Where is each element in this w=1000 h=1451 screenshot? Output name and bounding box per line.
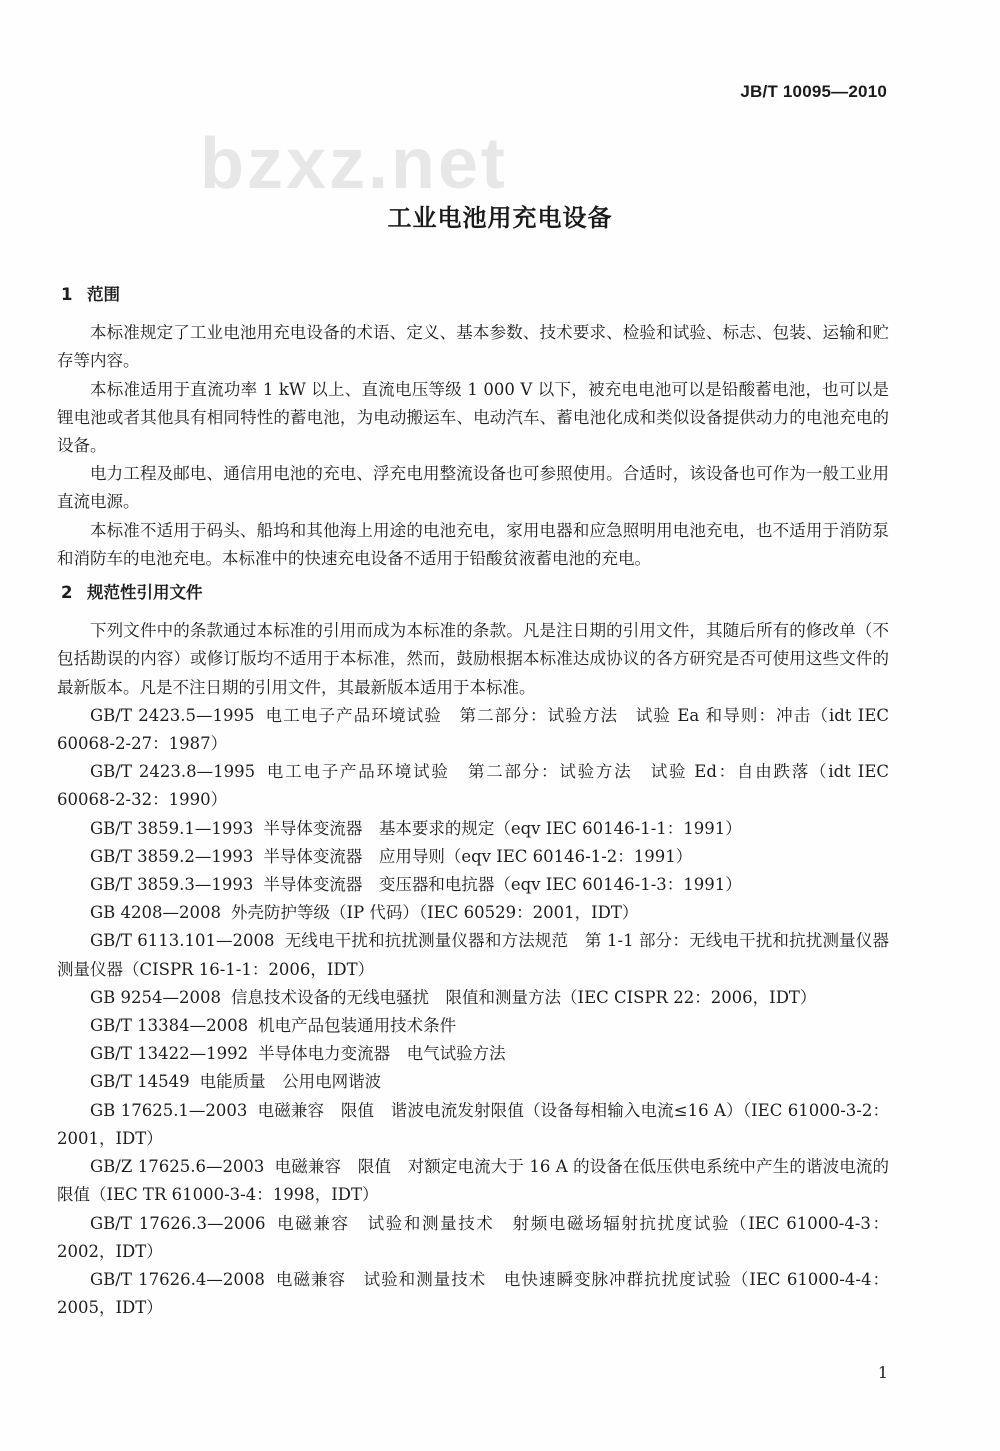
section-title: 范围 [87, 285, 120, 304]
reference-title: 电磁兼容 试验和测量技术 电快速瞬变脉冲群抗扰度试验（IEC 61000-4-4：2005，IDT） [57, 1269, 889, 1318]
section-heading-normative-references [57, 579, 889, 607]
reference-code: GB/T 17626.4—2008 [90, 1269, 265, 1289]
watermark: bzxz.net [200, 124, 509, 204]
reference-item [57, 1266, 889, 1322]
reference-code: GB/T 13384—2008 [90, 1016, 249, 1036]
reference-title: 电能质量 公用电网谐波 [199, 1072, 382, 1092]
reference-item [57, 1068, 889, 1096]
reference-item [57, 871, 889, 899]
reference-code: GB/T 2423.8—1995 [90, 762, 256, 782]
reference-item [57, 843, 889, 871]
reference-code: GB/T 6113.101—2008 [90, 931, 275, 951]
reference-title: 半导体电力变流器 电气试验方法 [258, 1044, 506, 1064]
reference-code: GB/T 3859.3—1993 [90, 875, 254, 895]
reference-item [57, 1210, 889, 1266]
reference-item [57, 1012, 889, 1040]
reference-item [57, 899, 889, 927]
reference-code: GB/T 13422—1992 [90, 1044, 249, 1064]
reference-title: 外壳防护等级（IP 代码）（IEC 60529：2001，IDT） [231, 903, 639, 923]
reference-code: GB/T 14549 [90, 1072, 190, 1092]
reference-code: GB/T 3859.1—1993 [90, 818, 254, 838]
scope-paragraph: 本标准规定了工业电池用充电设备的术语、定义、基本参数、技术要求、检验和试验、标志、包装、运输和贮存等内容。 [57, 323, 889, 371]
references-intro: 下列文件中的条款通过本标准的引用而成为本标准的条款。凡是注日期的引用文件，其随后所有的修改单（不包括勘误的内容）或修订版均不适用于本标准，然而，鼓励根据本标准达成协议的各方研究是否可使用这些文件的最新版本。凡是不注日期的引用文件，其最新版本适用于本标准。 [57, 621, 889, 697]
reference-title: 电磁兼容 限值 对额定电流大于 16 A 的设备在低压供电系统中产生的谐波电流的限值（IEC TR 61000-3-4：1998，IDT） [57, 1157, 889, 1205]
section-number: 1 [61, 285, 73, 304]
scope-paragraph: 本标准不适用于码头、船坞和其他海上用途的电池充电，家用电器和应急照明用电池充电，也不适用于消防泵和消防车的电池充电。本标准中的快速充电设备不适用于铅酸贫液蓄电池的充电。 [57, 520, 889, 568]
reference-item [57, 815, 889, 843]
reference-code: GB/T 3859.2—1993 [90, 846, 254, 866]
reference-title: 电磁兼容 试验和测量技术 射频电磁场辐射抗扰度试验（IEC 61000-4-3：2002，IDT） [57, 1213, 889, 1261]
reference-item [57, 702, 889, 758]
page-number: 1 [877, 1363, 888, 1382]
reference-title: 半导体变流器 基本要求的规定（eqv IEC 60146-1-1：1991） [263, 818, 742, 838]
reference-item [57, 927, 906, 983]
scope-paragraph: 电力工程及邮电、通信用电池的充电、浮充电用整流设备也可参照使用。合适时，该设备也可作为一般工业用直流电源。 [57, 464, 889, 512]
reference-item [57, 984, 889, 1012]
reference-title: 机电产品包装通用技术条件 [258, 1016, 457, 1036]
reference-item [57, 758, 889, 814]
reference-code: GB/T 2423.5—1995 [90, 705, 255, 725]
section-heading-scope [57, 281, 889, 309]
scope-paragraph: 本标准适用于直流功率 1 kW 以上、直流电压等级 1 000 V 以下，被充电电池可以是铅酸蓄电池，也可以是锂电池或者其他具有相同特性的蓄电池，为电动搬运车、电动汽车、蓄电池化成和类似设备提供动力的电池充电的设备。 [57, 379, 889, 456]
reference-item [57, 1040, 889, 1068]
section-number: 2 [61, 583, 73, 603]
reference-code: GB 4208—2008 [90, 903, 222, 923]
reference-title: 电工电子产品环境试验 第二部分：试验方法 试验 Ea 和导则：冲击（idt IEC 60068-2-27：1987） [57, 705, 889, 754]
reference-code: GB/T 17626.3—2006 [90, 1213, 266, 1233]
reference-code: GB 17625.1—2003 [90, 1100, 248, 1120]
document-body [57, 281, 906, 1322]
reference-title: 无线电干扰和抗扰测量仪器和方法规范 第 1-1 部分：无线电干扰和抗扰测量仪器 测量仪器（CISPR 16-1-1：2006，IDT） [57, 931, 906, 979]
reference-title: 电工电子产品环境试验 第二部分：试验方法 试验 Ed：自由跌落（idt IEC 60068-2-32：1990） [57, 762, 889, 810]
reference-title: 半导体变流器 变压器和电抗器（eqv IEC 60146-1-3：1991） [263, 875, 742, 895]
reference-title: 信息技术设备的无线电骚扰 限值和测量方法（IEC CISPR 22：2006，IDT） [231, 987, 817, 1007]
reference-item [57, 1097, 889, 1153]
reference-item [57, 1153, 889, 1209]
reference-code: GB/Z 17625.6—2003 [90, 1157, 265, 1177]
standard-number: JB/T 10095—2010 [740, 82, 887, 101]
reference-title: 电磁兼容 限值 谐波电流发射限值（设备每相输入电流≤16 A）（IEC 61000-3-2：2001，IDT） [57, 1100, 889, 1148]
section-title: 规范性引用文件 [87, 583, 203, 603]
document-title: 工业电池用充电设备 [387, 204, 613, 232]
reference-title: 半导体变流器 应用导则（eqv IEC 60146-1-2：1991） [263, 846, 693, 866]
reference-code: GB 9254—2008 [90, 987, 222, 1007]
